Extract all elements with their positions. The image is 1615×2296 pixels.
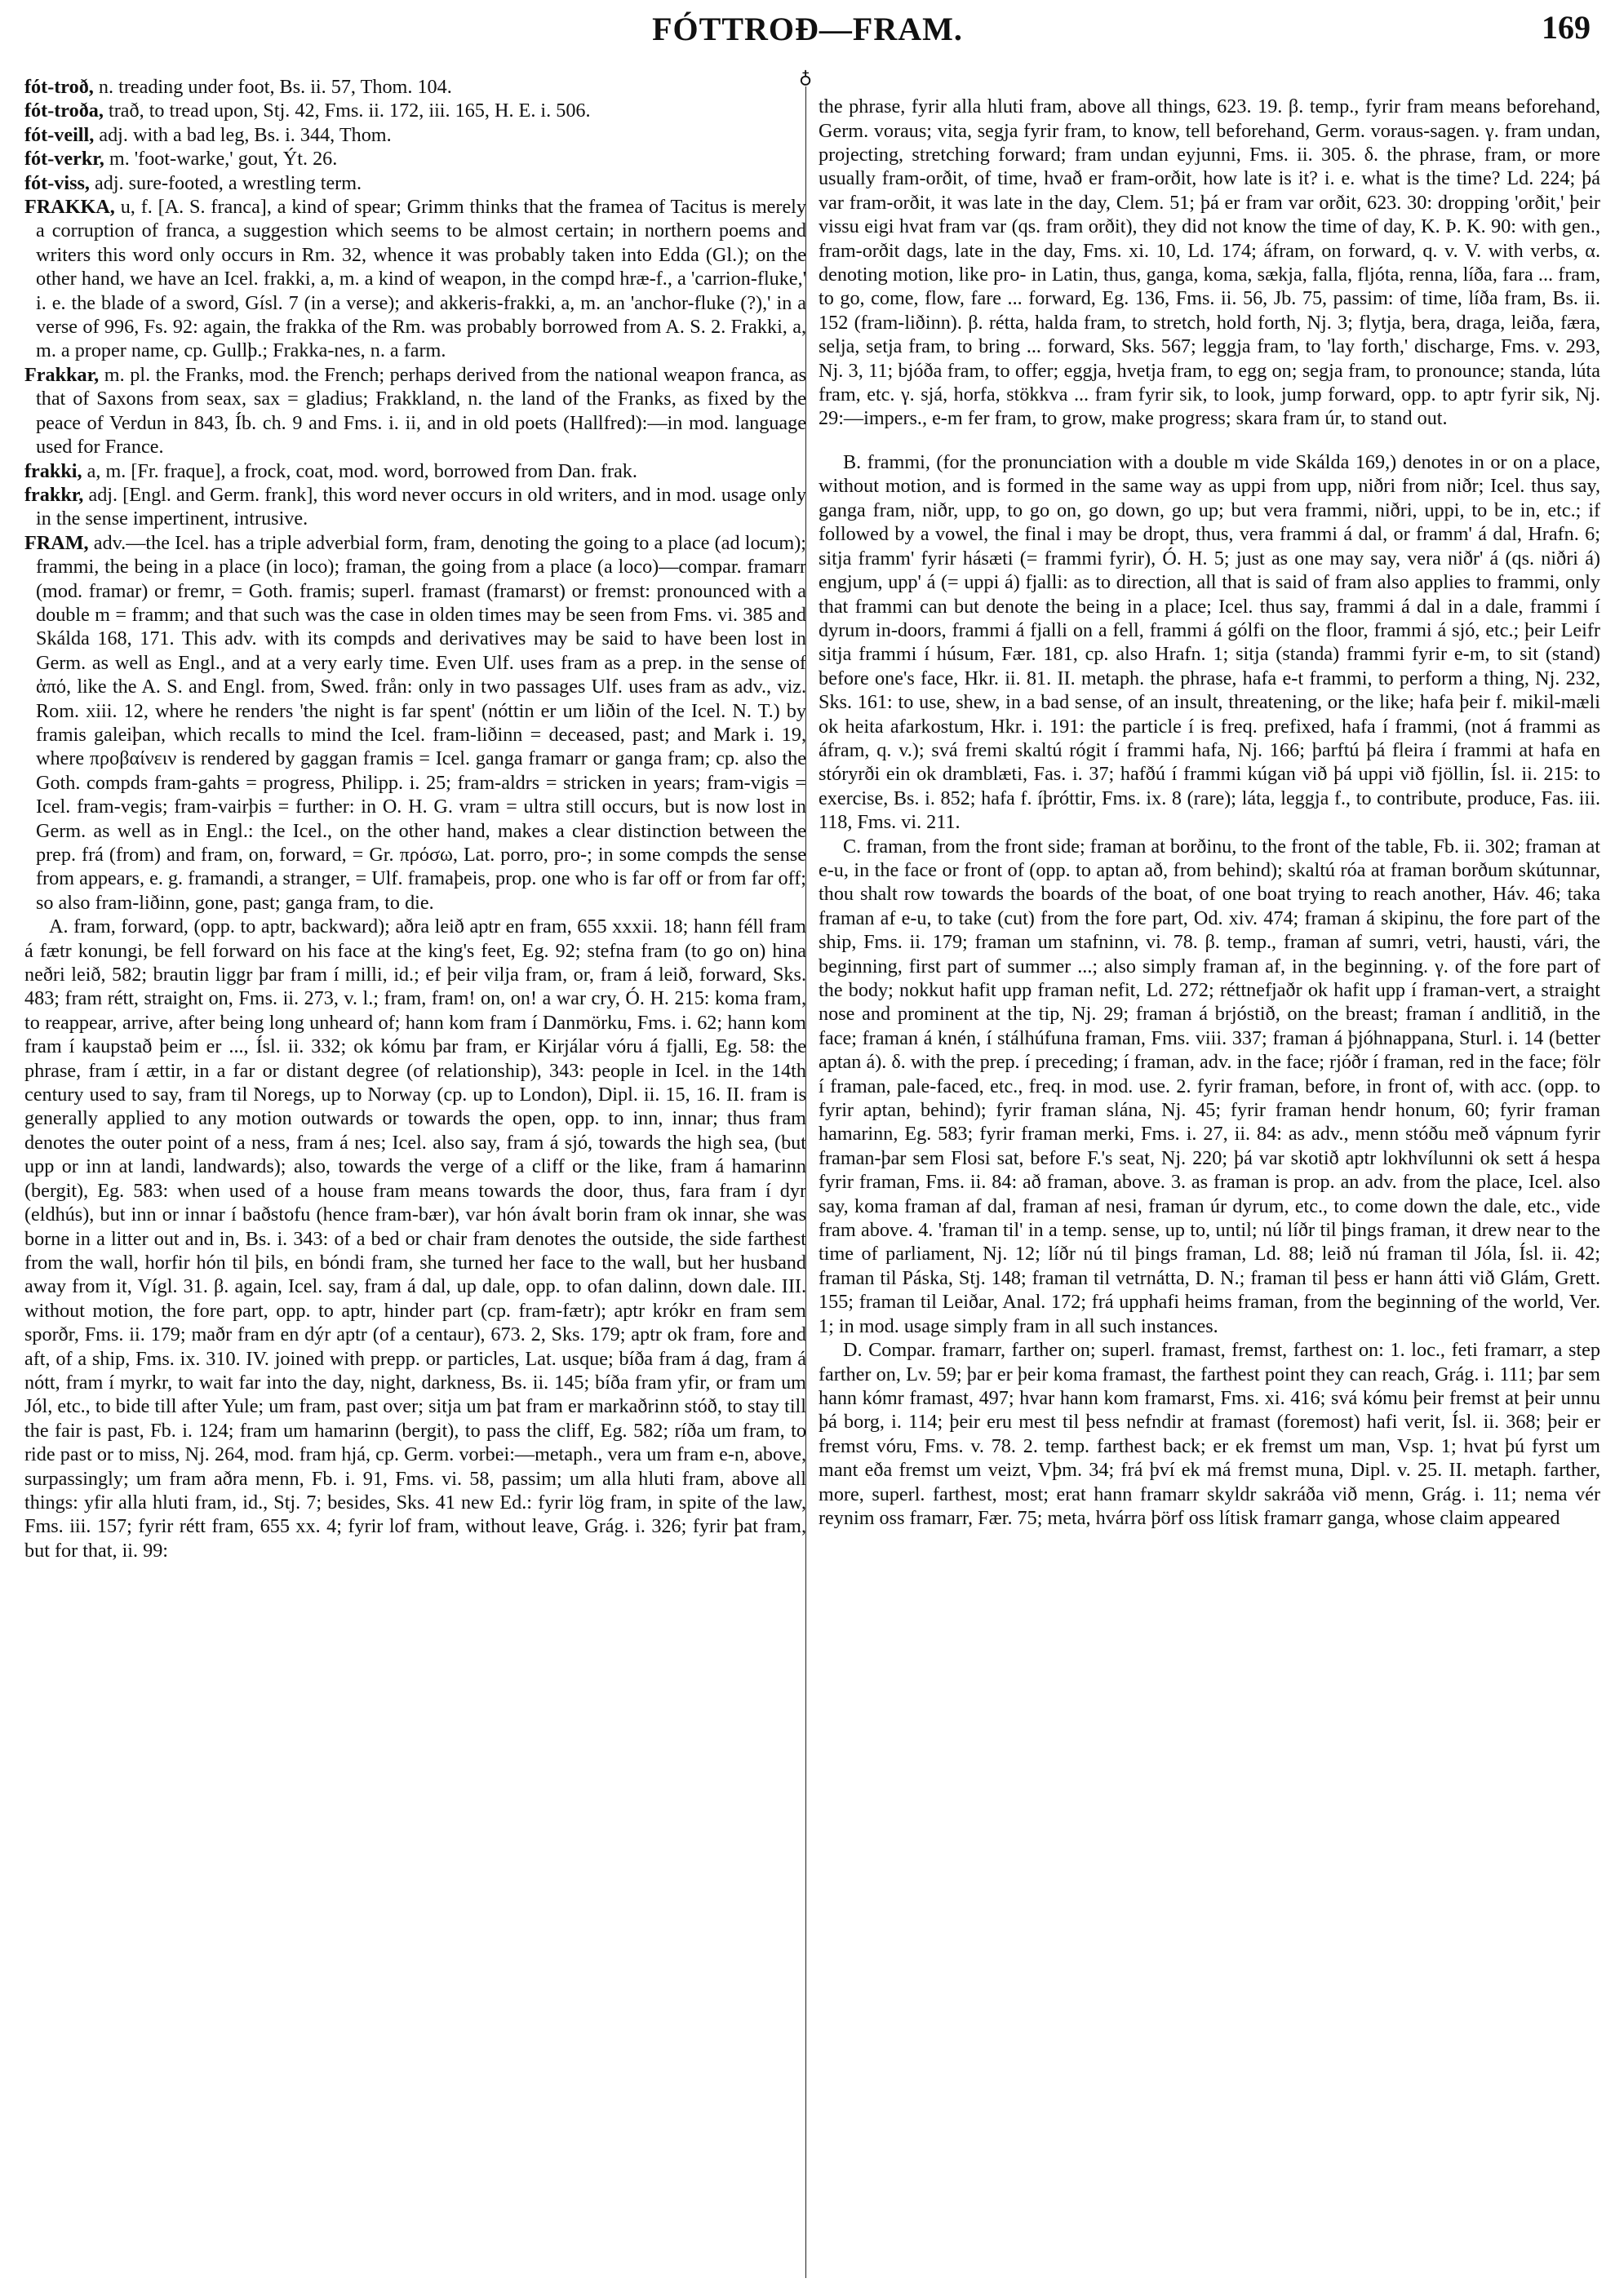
column-divider xyxy=(805,75,806,2278)
entry-headword: Frakkar, xyxy=(24,363,100,386)
entry-headword: frakkr, xyxy=(24,483,84,506)
entry-definition: u, f. [A. S. franca], a kind of spear; Grimm thinks that the framea of Tacitus is merely a corruption of franca, a suggestion which seems to be almost certain; in northern poems and writers this word only occurs in Rm. 32, whence it was probably taken into Edda (Gl.); on the other hand, we have an Icel. frakki, a, m. a kind of weapon, in the compd hræ-f., a 'carrion-fluke,' i. e. the blade of a sword, Gísl. 7 (in a verse); and akkeris-frakki, a, m. an 'anchor-fluke (?),' in a verse of 996, Fs. 92: again, the frakka of the Rm. was probably borrowed from A. S. 2. Frakki, a, m. a proper name, cp. Gullþ.; Frakka-nes, n. a farm. xyxy=(36,196,806,362)
dictionary-entry xyxy=(24,123,806,147)
entry-headword: fót-veill, xyxy=(24,123,95,146)
entry-definition: adv.—the Icel. has a triple adverbial form, fram, denoting the going to a place (ad locum); frammi, the being in a place (in loco); framan, the going from a place (a loco)—compar. framarr (mod. framar) or fremr, = Goth. framis; superl. framast (framarst) or fremst: pronounced with a double m = framm; and that such was the case in olden times may be seen from Fms. vi. 385 and Skálda 168, 171. This adv. with its compds and derivatives may be said to have been lost in Germ. as well as Engl., and at a very early time. Even Ulf. uses fram as a prep. in the sense of ἀπό, like the A. S. and Engl. from, Swed. från: only in two passages Ulf. uses fram as adv., viz. Rom. xiii. 12, where he renders 'the night is far spent' (nóttin er um liðin of the Icel. N. T.) by framis galeiþan, which recalls to mind the Icel. fram-liðinn = deceased, past; and Mark i. 19, where προβαίνειν is rendered by gaggan framis = Icel. ganga framarr or ganga fram; cp. also the Goth. compds fram-gahts = progress, Philipp. i. 25; fram-aldrs = stricken in years; fram-vigis = Icel. fram-vegis; fram-vairþis = further: in O. H. G. vram = ultra still occurs, but is now lost in Germ. as well as in Engl.: the Icel., on the other hand, makes a clear distinction between the prep. frá (from) and fram, on, forward, = Gr. πρόσω, Lat. porro, pro-; in some compds the sense from appears, e. g. framandi, a stranger, = Ulf. framaþeis, prop. one who is far off or from far off; so also fram-liðinn, gone, past; ganga fram, to die. xyxy=(36,531,806,914)
entry-paragraph: B. frammi, (for the pronunciation with a double m vide Skálda 169,) denotes in or on a place, without motion, and is formed in the same way as uppi from upp, niðri from niðr; Icel. thus say, ganga fram, niðr, upp, to go on, go down, go up; but vera frammi, niðri, uppi, to be in, etc.; if followed by a vowel, the final i may be dropt, thus, vera frammi á dal, or framm' á dal, Hrafn. 6; sitja framm' fyrir hásæti (= frammi fyrir), Ó. H. 5; just as one may say, vera niðr' á (qs. niðri á) engjum, upp' á (= uppi á) fjalli: as to direction, all that is said of fram also applies to frammi, only that frammi can but denote the being in a place; Icel. thus say, frammi á dal in a dale, frammi í dyrum in-doors, frammi á fjalli on a fell, frammi á gólfi on the floor, frammi á sjó, etc.; þeir Leifr sitja frammi í húsum, Fær. 181, cp. also Hrafn. 1; sitja (standa) frammi fyrir e-m, to sit (stand) before one's face, Hkr. ii. 81. II. metaph. the phrase, hafa e-t frammi, to perform a thing, Nj. 232, Sks. 161: to use, shew, in a bad sense, of an insult, threatening, or the like; hafa þeir f. mikil-mæli ok heita afarkostum, Hkr. i. 191: the particle í is freq. prefixed, hafa í frammi, (not á frammi as áfram, q. v.); svá fremi skaltú rógit í frammi hafa, Nj. 166; þarftú þá fleira í frammi at hafa en stóryrði ein ok dramblæti, Fas. i. 37; hafðú í frammi kúgan við þá uppi við fjöllin, Ísl. ii. 215: to exercise, Bs. i. 852; hafa f. íþróttir, Fms. ix. 8 (rare); láta, leggja f., to contribute, produce, Fas. iii. 118, Fms. vi. 211. xyxy=(819,451,1600,834)
entry-paragraph: the phrase, fyrir alla hluti fram, above all things, 623. 19. β. temp., fyrir fram means beforehand, Germ. voraus; vita, segja fyrir fram, to know, tell beforehand, Germ. voraus-sagen. γ. fram undan, projecting, stretching forward; fram undan eyjunni, Fms. ii. 305. δ. the phrase, fram, or more usually fram-orðit, of time, hvað er fram-orðit, how late is it? i. e. what is the time? Ld. 224; þá var fram-orðit, it was late in the day, Clem. 51; þá er fram var orðit, 623. 30: dropping 'orðit,' þeir vissu eigi hvat fram var (qs. fram orðit), they did not know the time of day, K. Þ. K. 90: with gen., fram-orðit dags, late in the day, Fms. xi. 10, Ld. 174; áfram, on forward, q. v. V. with verbs, α. denoting motion, like pro- in Latin, thus, ganga, koma, sækja, falla, fljóta, renna, líða, fara ... fram, to go, come, flow, fare ... forward, Eg. 136, Fms. ii. 56, Jb. 75, passim: of time, líða fram, Bs. ii. 152 (fram-liðinn). β. rétta, halda fram, to stretch, hold forth, Nj. 3; flytja, bera, draga, leiða, færa, selja, setja fram, to bring ... forward, Sks. 567; leggja fram, to 'lay forth,' discharge, Fms. v. 293, Nj. 3, 11; bjóða fram, to offer; eggja, hvetja fram, to egg on; segja fram, to pronounce; standa, lúta fram, etc. γ. sjá, horfa, stökkva ... fram fyrir sik, to look, jump forward, opp. to aptr fyrir sik, Nj. 29:—impers., e-m fer fram, to grow, make progress; skara fram úr, to stand out. xyxy=(819,95,1600,430)
entry-definition: n. treading under foot, Bs. ii. 57, Thom. 104. xyxy=(93,76,452,98)
dictionary-entry xyxy=(24,99,806,122)
entry-definition: trað, to tread upon, Stj. 42, Fms. ii. 172, iii. 165, H. E. i. 506. xyxy=(103,100,591,122)
dictionary-entry xyxy=(24,147,806,171)
page-title: FÓTTROÐ—FRAM. xyxy=(652,11,963,47)
entry-definition: a, m. [Fr. fraque], a frock, coat, mod. word, borrowed from Dan. frak. xyxy=(82,459,637,482)
entry-headword: FRAKKA, xyxy=(24,196,115,219)
entry-headword: fót-troð, xyxy=(24,76,94,98)
page-number: 169 xyxy=(1542,9,1591,46)
entry-headword: fót-troða, xyxy=(24,100,104,122)
entry-headword: frakki, xyxy=(24,459,82,482)
entry-definition: adj. [Engl. and Germ. frank], this word never occurs in old writers, and in mod. usage only in the sense impertinent, intrusive. xyxy=(36,483,806,530)
entry-paragraph: A. fram, forward, (opp. to aptr, backward); aðra leið aptr en fram, 655 xxxii. 18; hann féll fram á fætr konungi, be fell forward on his face at the king's feet, Eg. 92; stefna fram (to go on) hina neðri leið, 582; brautin liggr þar fram í milli, id.; ef þeir vilja fram, or, fram á leið, forward, Sks. 483; fram rétt, straight on, Fms. ii. 273, v. l.; fram, fram! on, on! a war cry, Ó. H. 215: koma fram, to reappear, arrive, after being long unheard of; hann kom fram í Danmörku, Fms. i. 62; hann kom fram í kaupstað þeim er ..., Ísl. ii. 332; ok kómu þar fram, er Kirjálar vóru á fjalli, Eg. 58: the phrase, fram í ættir, in a far or distant degree (of relationship), 343: people in Icel. in the 14th century used to say, fram til Noregs, up to Norway (cp. up to London), Dipl. ii. 15, 16. II. fram is generally applied to any motion outwards or towards the open, opp. to inn, innar; thus fram denotes the outer point of a ness, fram á nes; Icel. also say, fram á sjó, towards the high sea, (but upp or inn at landi, landwards); also, towards the verge of a cliff or the like, fram á hamarinn (bergit), Eg. 583: when used of a house fram means towards the door, thus, fara fram í dyr (eldhús), but inn or innar í baðstofu (hence fram-bær), var hón ávalt borin fram ok innar, she was borne in a litter out and in, Bs. i. 343: of a bed or chair fram denotes the outside, the side farthest from the wall, horfir hón til þils, en bóndi fram, she turned her face to the wall, but her husband away from it, Vígl. 31. β. again, Icel. say, fram á dal, up dale, opp. to ofan dalinn, down dale. III. without motion, the fore part, opp. to aptr, hinder part (cp. fram-fætr); aptr krókr en fram sem sporðr, Fms. ii. 179; maðr fram en dýr aptr (of a centaur), 673. 2, Sks. 179; aptr ok fram, fore and aft, of a ship, Fms. ix. 310. IV. joined with prepp. or particles, Lat. usque; bíða fram á dag, fram á nótt, fram í myrkr, to wait far into the day, night, darkness, Bs. ii. 145; bíða fram yfir, or fram um Jól, etc., to bide till after Yule; um fram, past over; sitja um þat fram er markaðrinn stóð, to stay till the fair is past, Fb. i. 124; fram um hamarinn (bergit), to pass the cliff, Eg. 582; ríða um fram, to ride past or to miss, Nj. 264, mod. fram hjá, cp. Germ. vorbei:—metaph., vera um fram e-n, above, surpassingly; um fram aðra menn, Fb. i. 91, Fms. vi. 58, passim; um alla hluti fram, above all things: yfir alla hluti fram, id., Stj. 7; besides, Sks. 41 new Ed.: fyrir lög fram, in spite of the law, Fms. iii. 157; fyrir rétt fram, 655 xx. 4; fyrir lof fram, without leave, Grág. i. 326; fyrir þat fram, but for that, ii. 99: xyxy=(24,915,806,1562)
dictionary-entry xyxy=(24,531,806,915)
dictionary-entry xyxy=(24,195,806,363)
entry-headword: FRAM, xyxy=(24,531,89,554)
dictionary-entry xyxy=(24,363,806,459)
divider-ornament-icon: ♁ xyxy=(798,67,813,87)
right-column xyxy=(819,75,1600,2278)
entry-definition: adj. with a bad leg, Bs. i. 344, Thom. xyxy=(94,123,392,146)
entry-definition: m. 'foot-warke,' gout, Ýt. 26. xyxy=(104,148,338,171)
dictionary-entry xyxy=(24,75,806,99)
entry-definition: adj. sure-footed, a wrestling term. xyxy=(89,171,362,194)
dictionary-entry xyxy=(24,459,806,483)
entry-headword: fót-verkr, xyxy=(24,148,104,171)
entry-paragraph: C. framan, from the front side; framan at borðinu, to the front of the table, Fb. ii. 302; framan at e-u, in the face or front of (opp. to aptan að, from behind); skaltú róa at framan borðum skútunnar, thou shalt row towards the boards of the boat, of one boat trying to reach another, Háv. 46; taka framan af e-u, to take (cut) from the fore part, Od. xiv. 474; framan á skipinu, the fore part of the ship, Fms. ii. 179; framan um stafninn, vi. 78. β. temp., framan af sumri, vetri, hausti, vári, the beginning, first part of summer ...; also simply framan af, in the beginning. γ. of the fore part of the body; nokkut hafit upp framan nefit, Ld. 272; réttnefjaðr ok hafit upp í framan-vert, a straight nose and prominent at the tip, Nj. 29; framan á brjóstið, on the breast; framan í andlitið, in the face; framan á knén, í stálhúfuna framan, Fms. viii. 337; framan á þjóhnappana, Sturl. i. 14 (better aptan á). δ. with the prep. í preceding; í framan, adv. in the face; rjóðr í framan, red in the face; fölr í framan, pale-faced, etc., freq. in mod. use. 2. fyrir framan, before, in front of, with acc. (opp. to fyrir aptan, behind); fyrir framan slána, Nj. 45; fyrir framan hendr honum, 60; fyrir framan hamarinn, Eg. 583; fyrir framan merki, Fms. i. 27, ii. 84: as adv., menn stóðu með vápnum fyrir framan-þar sem Flosi sat, before F.'s seat, Nj. 220; þá var skotið aptr lokhvílunni ok sett á hespa fyrir framan, Fms. ii. 84: að framan, above. 3. as framan is prop. an adv. from the place, Icel. also say, koma framan af dal, framan af nesi, framan úr dyrum, etc., to come down the dale, etc., vide fram above. 4. 'framan til' in a temp. sense, up to, until; nú líðr til þings framan, it drew near to the time of parliament, Nj. 12; líðr nú til þings framan, Ld. 88; leið nú framan til Jóla, Ísl. ii. 42; framan til Páska, Stj. 148; framan til vetrnátta, D. N.; framan til þess er hann átti við Glám, Grett. 155; framan til Leiðar, Anal. 172; frá upphafi heims framan, from the beginning of the world, Ver. 1; in mod. usage simply fram in all such instances. xyxy=(819,835,1600,1337)
dictionary-entry xyxy=(24,483,806,531)
entry-definition: m. pl. the Franks, mod. the French; perhaps derived from the national weapon franca, as that of Saxons from seax, sax = gladius; Frakkland, n. the land of the Franks, as fixed by the peace of Verdun in 843, Íb. ch. 9 and Fms. i. ii, and in old poets (Hallfred):—in mod. language used for France. xyxy=(36,363,806,459)
dictionary-entry xyxy=(24,171,806,195)
page-header xyxy=(0,0,1615,57)
entry-headword: fót-viss, xyxy=(24,171,90,194)
left-column xyxy=(24,75,806,2278)
entry-paragraph: D. Compar. framarr, farther on; superl. framast, fremst, farthest on: 1. loc., feti framarr, a step farther on, Lv. 59; þar er þeir koma framast, the farthest point they can reach, Grág. i. 111; þar sem hann kómr framast, 497; hvar hann kom framarst, Fms. xi. 416; svá kómu þeir fremst at þeir unnu þá borg, i. 114; þeir eru mest til þess nefndir at framast (foremost) hafi verit, Ísl. ii. 368; þeir er fremst vóru, Fms. v. 78. 2. temp. farthest back; er ek fremst um man, Vsp. 1; hvat þú fyrst um mant eða fremst um veizt, Vþm. 34; frá því ek má fremst muna, Dipl. v. 25. II. metaph. farther, more, superl. farthest, most; erat hann framarr skyldr sakráða við menn, Grág. i. 11; nema vér reynim oss framarr, Fær. 75; meta, hvárra þörf oss lítisk framarr ganga, whose claim appeared xyxy=(819,1339,1600,1529)
